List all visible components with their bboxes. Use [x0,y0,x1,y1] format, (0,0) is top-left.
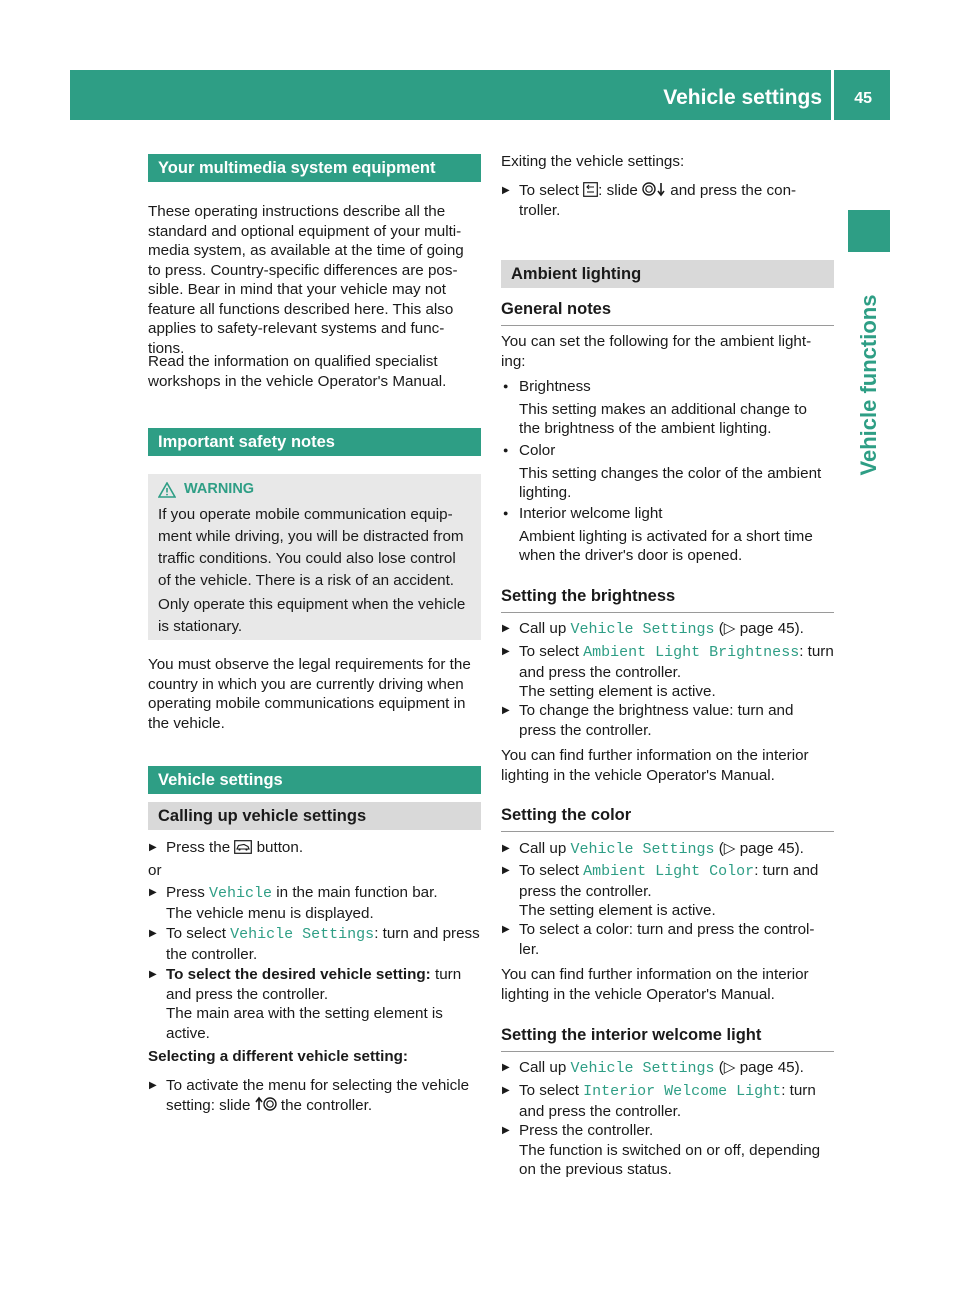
step-welcome-select: ▶ To select Interior Welcome Light: turn and press the controller. [501,1081,841,1121]
step-brightness-change: ▶ To change the brightness value: turn and press the controller. [501,701,841,740]
heading-ambient-lighting: Ambient lighting [501,260,834,288]
step-exit-settings: ▶ To select : slide and press the con- troller. [501,181,841,220]
list-item-interior-welcome-light: ● Interior welcome light Ambient lighting is activated for a short time when the driver's door is opened. [501,504,841,566]
brightness-note: You can find further information on the interior lighting in the vehicle Operator's Manual. [501,747,809,784]
step-brightness-select: ▶ To select Ambient Light Brightness: turn and press the controller. The setting element is active. [501,642,841,702]
warning-label: WARNING [184,481,255,497]
link-vehicle-settings[interactable]: Vehicle Settings [570,621,715,638]
header-divider [831,70,834,120]
step-press-vehicle-button: ▶ Press the button. [148,838,488,858]
menu-item-ambient-light-color: Ambient Light Color [583,863,755,880]
link-vehicle-settings[interactable]: Vehicle Settings [570,841,715,858]
heading-setting-interior-welcome-light: Setting the interior welcome light [501,1024,834,1052]
step-select-desired-setting: ▶ To select the desired vehicle setting: turn and press the controller. The main area with the setting element is active. [148,965,488,1043]
ambient-intro: You can set the following for the ambient light- ing: [501,333,812,370]
page-title: Vehicle settings [663,86,822,109]
or-text: or [148,862,162,879]
heading-calling-up-vehicle-settings: Calling up vehicle settings [148,802,481,830]
heading-selecting-different-setting: Selecting a different vehicle setting: [148,1048,408,1065]
heading-setting-brightness: Setting the brightness [501,585,834,613]
page-number: 45 [854,90,872,107]
heading-setting-color: Setting the color [501,804,834,832]
slide-up-controller-icon [255,1096,277,1112]
side-tab-marker [848,210,890,252]
menu-item-vehicle-settings: Vehicle Settings [230,926,375,943]
exiting-intro: Exiting the vehicle settings: [501,153,685,170]
step-brightness-call-up: ▶ Call up Vehicle Settings (▷ page 45). [501,619,841,640]
step-welcome-press: ▶ Press the controller. The function is switched on or off, depending on the previous status. [501,1121,841,1180]
warning-title [158,480,254,500]
link-vehicle-settings[interactable]: Vehicle Settings [570,1060,715,1077]
warning-text-1: If you operate mobile communication equip- ment while driving, you will be distracted from traffic conditions. You could also lose control of the vehicle. There is a risk of an accident. [158,506,464,589]
multimedia-paragraph-1: These operating instructions describe all the standard and optional equipment of your multi- media system, as available at the time of going to press. Country-specific differences are pos- sible. Bear in mind that your vehicle may not feature all functions described here. This also applies to safety-relevant systems and func- tions. [148,203,464,357]
warning-triangle-icon [158,482,176,498]
step-color-call-up: ▶ Call up Vehicle Settings (▷ page 45). [501,839,841,860]
menu-item-vehicle: Vehicle [209,885,273,902]
step-welcome-call-up: ▶ Call up Vehicle Settings (▷ page 45). [501,1058,841,1079]
step-select-vehicle-settings: ▶ To select Vehicle Settings: turn and press the controller. [148,924,488,964]
menu-item-interior-welcome-light: Interior Welcome Light [583,1083,782,1100]
step-press-vehicle-in-bar: ▶ Press Vehicle in the main function bar. The vehicle menu is displayed. [148,883,488,923]
car-icon [234,840,252,854]
color-note: You can find further information on the interior lighting in the vehicle Operator's Manual. [501,966,809,1003]
heading-general-notes: General notes [501,298,834,326]
step-activate-menu: ▶ To activate the menu for selecting the vehicle setting: slide the controller. [148,1076,488,1115]
list-item-color: ● Color This setting changes the color of the ambient lighting. [501,441,841,503]
warning-box [148,474,481,640]
header-bar [70,70,890,120]
slide-down-controller-icon [642,181,666,197]
side-section-label: Vehicle functions [856,294,881,476]
menu-item-ambient-light-brightness: Ambient Light Brightness [583,644,800,661]
heading-vehicle-settings: Vehicle settings [148,766,481,794]
heading-important-safety-notes: Important safety notes [148,428,481,456]
list-item-brightness: ● Brightness This setting makes an additional change to the brightness of the ambient lighting. [501,377,841,439]
multimedia-paragraph-2: Read the information on qualified specialist workshops in the vehicle Operator's Manual. [148,353,447,390]
heading-multimedia-equipment: Your multimedia system equipment [148,154,481,182]
warning-text-2: Only operate this equipment when the vehicle is stationary. [158,596,466,635]
step-color-choose: ▶ To select a color: turn and press the control- ler. [501,920,841,959]
step-color-select: ▶ To select Ambient Light Color: turn and press the controller. The setting element is active. [501,861,841,921]
safety-legal-paragraph: You must observe the legal requirements for the country in which you are currently driving when operating mobile communications equipment in the vehicle. [148,656,471,732]
back-icon [583,182,598,197]
